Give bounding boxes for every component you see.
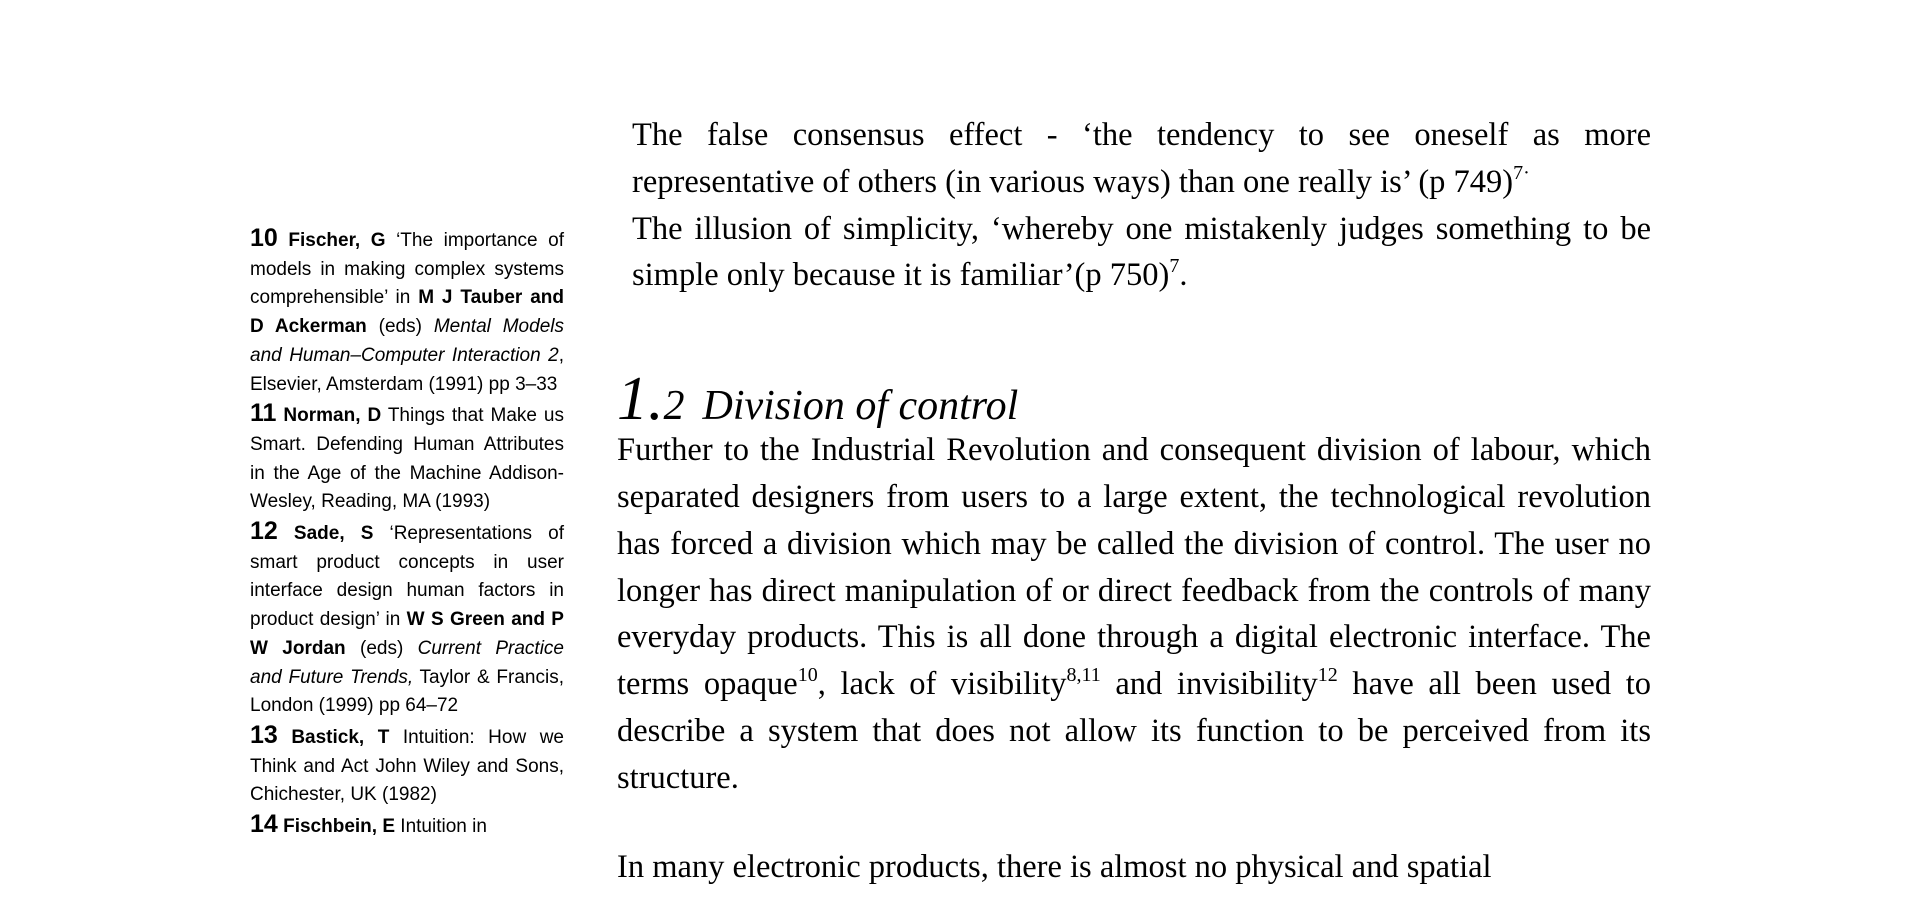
- citation-superscript: 7·: [1513, 161, 1530, 184]
- effect-text: The illusion of simplicity, ‘whereby one mistakenly judges something to be simple only because it is familiar’(p 750): [632, 210, 1651, 294]
- section-title: Division of control: [702, 383, 1019, 430]
- citation-superscript: 8,11: [1066, 664, 1101, 687]
- reference-number: 14: [250, 810, 278, 839]
- paragraph-text: and invisibility: [1100, 666, 1318, 703]
- reference-text: Taylor & Francis, London (1999) pp 64–72: [250, 666, 564, 717]
- citation-superscript: 12: [1317, 664, 1338, 687]
- reference-text: ‘The importance of models in making complex systems comprehensible’ in: [250, 230, 564, 309]
- paragraph-text: Further to the Industrial Revolution and consequent division of labour, which separated designers from users to a large extent, the technological revolution has forced a division which may be called the division of control. The user no longer has direct manipulation of or direct feedback from the controls of many everyday products. This is all done through a digital electronic interface. The terms opaque: [617, 432, 1651, 703]
- reference-text: Intuition in: [395, 816, 487, 838]
- section-number-major: 1.: [617, 365, 664, 434]
- reference-text: , Elsevier, Amsterdam (1991) pp 3–33: [250, 344, 564, 395]
- body-paragraph-2: In many electronic products, there is almost no physical and spatial: [617, 848, 1492, 885]
- citation-superscript: 10: [797, 664, 818, 687]
- main-text-column: [617, 112, 1651, 890]
- reference-13: [250, 721, 564, 810]
- reference-title: Mental Models and Human–Computer Interaction 2: [250, 316, 564, 366]
- reference-editors: M J Tauber and D Ackerman: [250, 287, 564, 338]
- reference-editors: W S Green and P W Jordan: [250, 609, 564, 659]
- reference-text: Things that Make us Smart. Defending Human Attributes in the Age of the Machine Addison-Wesley, Reading, MA (1993): [250, 405, 564, 513]
- reference-author: Sade, S: [293, 523, 374, 545]
- reference-12: [250, 517, 564, 721]
- reference-number: 10: [250, 224, 278, 252]
- effect-false-consensus: [632, 112, 1651, 206]
- reference-text: ‘Representations of smart product concepts in user interface design human factors in product design’ in: [250, 523, 564, 631]
- reference-title: Current Practice and Future Trends,: [250, 637, 564, 688]
- reference-10: [250, 224, 564, 399]
- reference-14: [250, 810, 564, 842]
- paragraph-text: , lack of visibility: [817, 666, 1067, 703]
- section-heading: [617, 365, 1651, 434]
- references-sidebar: [250, 224, 564, 842]
- reference-11: [250, 399, 564, 517]
- reference-number: 11: [250, 399, 277, 428]
- effects-list: [617, 112, 1651, 299]
- reference-author: Norman, D: [283, 405, 382, 427]
- body-paragraph-1: [617, 427, 1651, 801]
- reference-author: Fischbein, E: [283, 816, 396, 838]
- paragraph-text: have all been used to describe a system that does not allow its function to be perceived from its structure.: [617, 666, 1651, 796]
- reference-author: Bastick, T: [291, 726, 390, 748]
- reference-number: 13: [250, 720, 278, 749]
- reference-number: 12: [250, 517, 278, 546]
- reference-author: Fischer, G: [288, 230, 386, 251]
- effect-illusion-of-simplicity: [632, 206, 1651, 300]
- reference-text: Intuition: How we Think and Act John Wiley and Sons, Chichester, UK (1982): [250, 726, 564, 806]
- reference-text: (eds): [345, 637, 418, 659]
- section-number-minor: 2: [663, 383, 685, 430]
- citation-superscript: 7: [1169, 255, 1180, 278]
- effect-tail: .: [1179, 257, 1188, 294]
- effect-text: The false consensus effect - ‘the tendency to see oneself as more representative of others (in various ways) than one really is’ (p 749): [632, 117, 1651, 200]
- reference-text: (eds): [366, 316, 434, 338]
